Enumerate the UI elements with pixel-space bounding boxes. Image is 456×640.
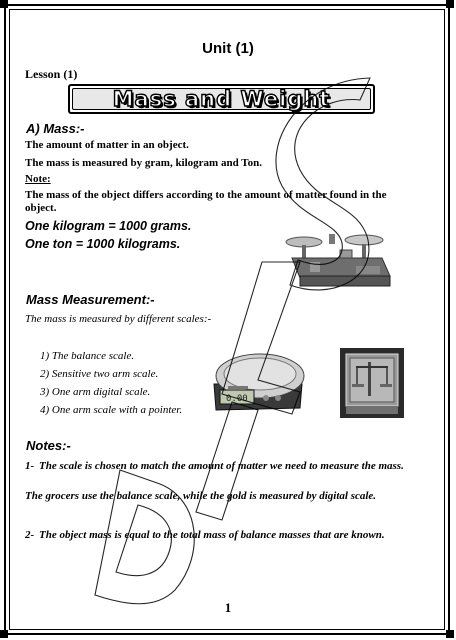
mass-definition: The amount of matter in an object.	[25, 139, 189, 151]
ton-equation: One ton = 1000 kilograms.	[25, 237, 181, 251]
mass-units: The mass is measured by gram, kilogram and Ton.	[25, 157, 262, 169]
note-2-text: The object mass is equal to the total mass of balance masses that are known.	[39, 529, 385, 541]
frame-corner	[0, 0, 8, 8]
section-a-heading: A) Mass:-	[26, 121, 85, 136]
scale-list-item: 2) Sensitive two arm scale.	[40, 368, 159, 380]
frame-corner	[0, 630, 8, 638]
digital-scale-image	[208, 344, 308, 416]
scale-list-item: 1) The balance scale.	[40, 350, 135, 362]
kilogram-equation: One kilogram = 1000 grams.	[25, 219, 192, 233]
note-2-number: 2-	[25, 529, 35, 541]
note-1-text: The scale is chosen to match the amount of matter we need to measure the mass.	[39, 460, 404, 472]
frame-corner	[446, 630, 454, 638]
mass-measurement-heading: Mass Measurement:-	[26, 292, 155, 307]
note-1-example: The grocers use the balance scale, while the gold is measured by digital scale.	[25, 490, 377, 502]
balance-scale-image	[282, 228, 402, 296]
note-text: The mass of the object differs according to the amount of matter found in the object.	[25, 189, 387, 214]
note-label: Note:	[25, 173, 51, 185]
scale-list-item: 4) One arm scale with a pointer.	[40, 404, 183, 416]
measurement-intro: The mass is measured by different scales:-	[25, 313, 212, 325]
note-1-number: 1-	[25, 460, 35, 472]
notes-heading: Notes:-	[26, 438, 71, 453]
banner-title: Mass and Weight	[112, 87, 331, 111]
scale-list-item: 3) One arm digital scale.	[40, 386, 151, 398]
lesson-label: Lesson (1)	[25, 67, 78, 81]
page-number: 1	[224, 600, 232, 615]
unit-title: Unit (1)	[202, 40, 254, 57]
frame-corner	[446, 0, 454, 8]
digital-display-readout: 0.00	[226, 394, 248, 404]
title-banner	[68, 84, 375, 114]
sensitive-balance-image	[340, 348, 404, 418]
